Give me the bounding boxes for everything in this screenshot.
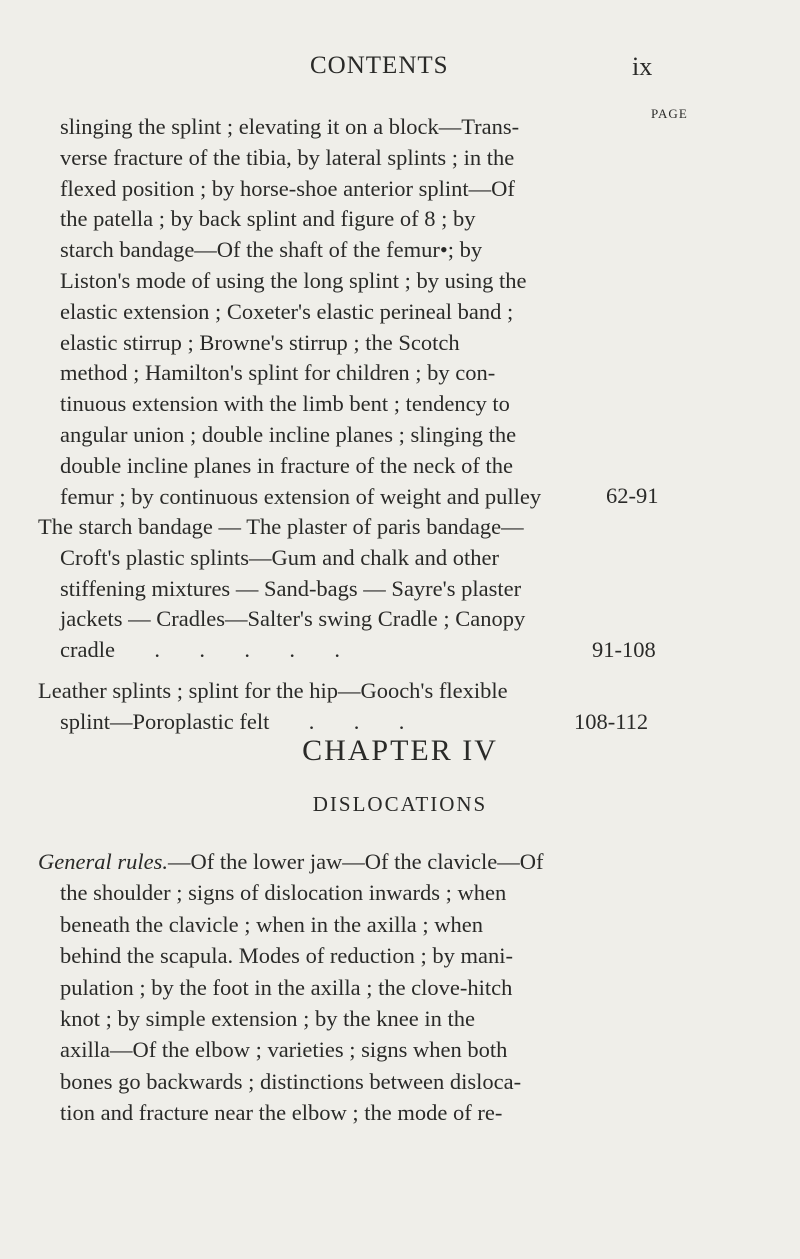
summary-line: the shoulder ; signs of dislocation inwards ; when [60, 880, 507, 906]
toc-entry-line: double incline planes in fracture of the neck of the [60, 452, 513, 478]
toc-entry-line: The starch bandage — The plaster of paris bandage— [38, 514, 524, 539]
toc-entry-line: starch bandage—Of the shaft of the femur•; by [60, 237, 483, 263]
summary-line: beneath the clavicle ; when in the axilla ; when [60, 911, 483, 937]
toc-entry [60, 112, 660, 512]
toc-entry-line: elastic extension ; Coxeter's elastic perineal band ; [60, 298, 514, 324]
toc-entry-line: method ; Hamilton's splint for children ; by con- [60, 360, 496, 386]
running-head [0, 52, 800, 86]
summary-line-text: —Of the lower jaw—Of the clavicle—Of [167, 849, 544, 874]
toc-entry-line: Liston's mode of using the long splint ; by using the [60, 267, 527, 293]
toc-entry-pages: 91-108 [592, 637, 656, 662]
toc-entry-line: Leather splints ; splint for the hip—Gooch's flexible [38, 678, 508, 703]
page-number: ix [632, 52, 653, 81]
toc-entry-pages: 108-112 [574, 709, 649, 734]
toc-entry-line: the patella ; by back splint and figure of 8 ; by [60, 206, 476, 232]
summary-line: axilla—Of the elbow ; varieties ; signs when both [60, 1037, 508, 1063]
toc-entry-line: cradle . . . . . [60, 637, 340, 663]
section-heading: DISLOCATIONS [312, 792, 488, 816]
summary-intro: General rules. [38, 849, 168, 874]
chapter-summary [38, 846, 658, 1129]
toc-entry-line: tinuous extension with the limb bent ; tendency to [60, 391, 510, 417]
page-column-label: PAGE [651, 106, 688, 121]
toc-entry [38, 676, 638, 738]
toc-entry-line: angular union ; double incline planes ; slinging the [60, 421, 517, 447]
toc-entry-line: splint—Poroplastic felt . . . [60, 708, 405, 734]
summary-line [38, 846, 658, 877]
toc-entry-line: verse fracture of the tibia, by lateral splints ; in the [60, 144, 515, 170]
running-title: CONTENTS [310, 52, 449, 79]
summary-line: pulation ; by the foot in the axilla ; the clove-hitch [60, 974, 513, 1000]
summary-line: behind the scapula. Modes of reduction ; by mani- [60, 943, 514, 969]
toc-entry-line: slinging the splint ; elevating it on a block—Trans- [60, 114, 520, 139]
summary-line: bones go backwards ; distinctions between disloca- [60, 1068, 522, 1094]
toc-entry-line: jackets — Cradles—Salter's swing Cradle ; Canopy [60, 606, 526, 632]
chapter-heading: CHAPTER IV [302, 734, 498, 767]
summary-line: tion and fracture near the elbow ; the mode of re- [60, 1100, 503, 1126]
toc-entry-line: stiffening mixtures — Sand-bags — Sayre's plaster [60, 575, 522, 601]
toc-entry-pages: 62-91 [606, 483, 659, 508]
toc-entry [38, 512, 638, 666]
summary-line: knot ; by simple extension ; by the knee in the [60, 1005, 475, 1031]
toc-entry-line: Croft's plastic splints—Gum and chalk and other [60, 544, 499, 570]
toc-entry-line: elastic stirrup ; Browne's stirrup ; the Scotch [60, 329, 460, 355]
toc-entry-line: flexed position ; by horse-shoe anterior splint—Of [60, 175, 515, 201]
toc-entry-line: femur ; by continuous extension of weight and pulley [60, 483, 542, 509]
